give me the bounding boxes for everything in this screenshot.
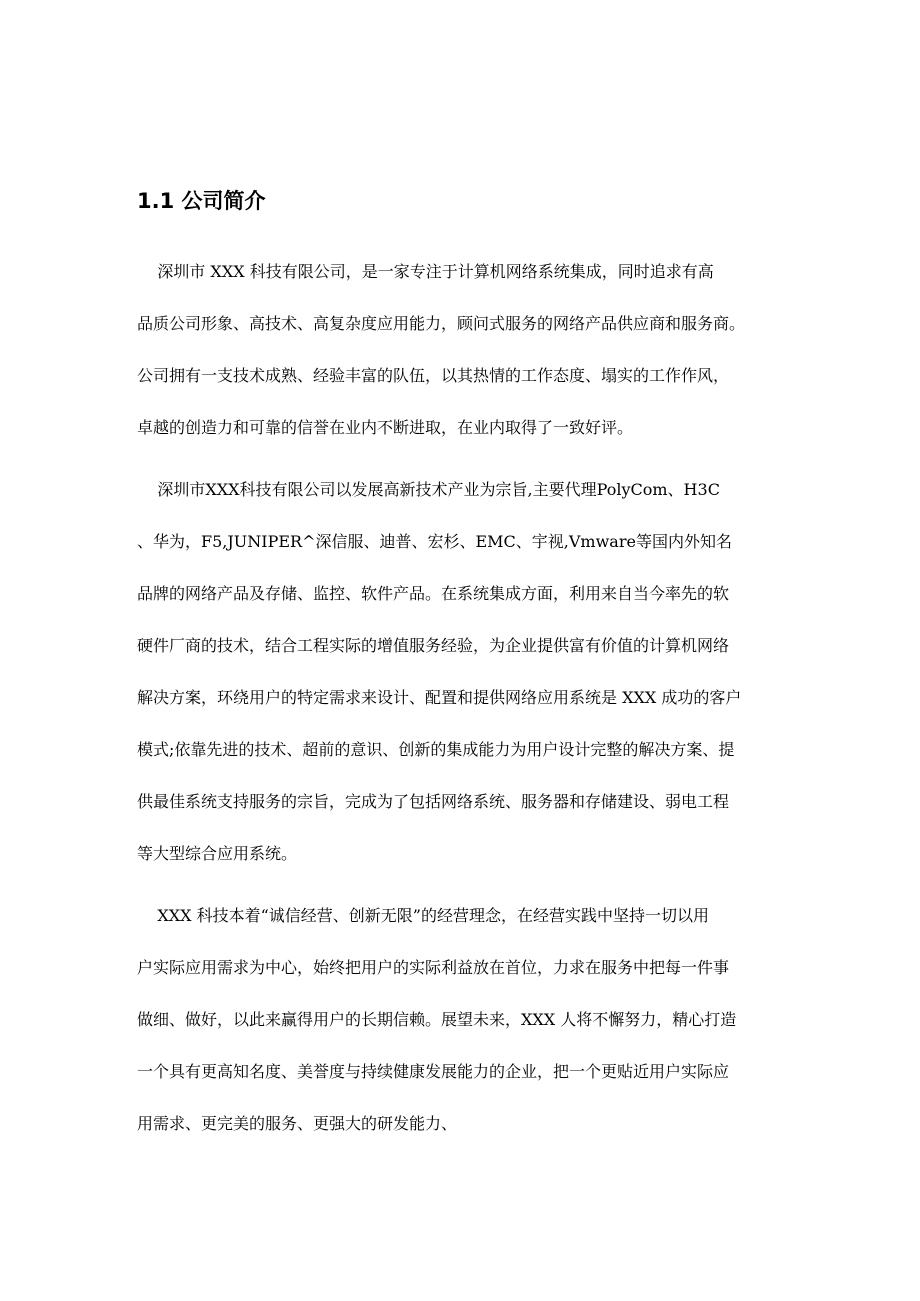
paragraph-line: 公司拥有一支技术成熟、经验丰富的队伍，以其热情的工作态度、塌实的工作作风， xyxy=(137,366,730,385)
paragraph-spacer xyxy=(137,886,797,896)
paragraph-line: 、华为，F5,JUNIPER^深信服、迪普、宏杉、EMC、宇视,Vmware等国内外知名 xyxy=(137,532,732,551)
paragraph-line: 用需求、更完美的服务、更强大的研发能力、 xyxy=(137,1114,458,1133)
section-heading: 1.1 公司简介 xyxy=(137,189,266,213)
paragraph-2 xyxy=(137,470,797,886)
paragraph-line: 深圳市 XXX 科技有限公司，是一家专注于计算机网络系统集成，同时追求有高 xyxy=(137,262,714,281)
paragraph-line: 硬件厂商的技术，结合工程实际的增值服务经验，为企业提供富有价值的计算机网络 xyxy=(137,636,730,655)
paragraph-line: 等大型综合应用系统。 xyxy=(137,844,298,863)
paragraph-line: 供最佳系统支持服务的宗旨，完成为了包括网络系统、服务器和存储建设、弱电工程 xyxy=(137,792,730,811)
paragraph-spacer xyxy=(137,460,797,470)
paragraph-line: 户实际应用需求为中心，始终把用户的实际利益放在首位，力求在服务中把每一件事 xyxy=(137,958,730,977)
document-body xyxy=(137,252,797,1156)
paragraph-3 xyxy=(137,896,797,1156)
paragraph-line: 品质公司形象、高技术、高复杂度应用能力，顾问式服务的网络产品供应商和服务商。 xyxy=(137,314,746,333)
paragraph-1 xyxy=(137,252,797,460)
paragraph-line: 一个具有更高知名度、美誉度与持续健康发展能力的企业，把一个更贴近用户实际应 xyxy=(137,1062,730,1081)
paragraph-line: 深圳市XXX科技有限公司以发展高新技术产业为宗旨,主要代理PolyCom、H3C xyxy=(137,480,720,499)
paragraph-line: 模式;依靠先进的技术、超前的意识、创新的集成能力为用户设计完整的解决方案、提 xyxy=(137,740,735,759)
paragraph-line: 解决方案，环绕用户的特定需求来设计、配置和提供网络应用系统是 XXX 成功的客户 xyxy=(137,688,742,707)
paragraph-line: 品牌的网络产品及存储、监控、软件产品。在系统集成方面，利用来自当今率先的软 xyxy=(137,584,730,603)
paragraph-line: XXX 科技本着“诚信经营、创新无限”的经营理念，在经营实践中坚持一切以用 xyxy=(137,906,709,925)
paragraph-line: 做细、做好，以此来赢得用户的长期信赖。展望未来，XXX 人将不懈努力，精心打造 xyxy=(137,1010,737,1029)
paragraph-line: 卓越的创造力和可靠的信誉在业内不断进取，在业内取得了一致好评。 xyxy=(137,418,634,437)
